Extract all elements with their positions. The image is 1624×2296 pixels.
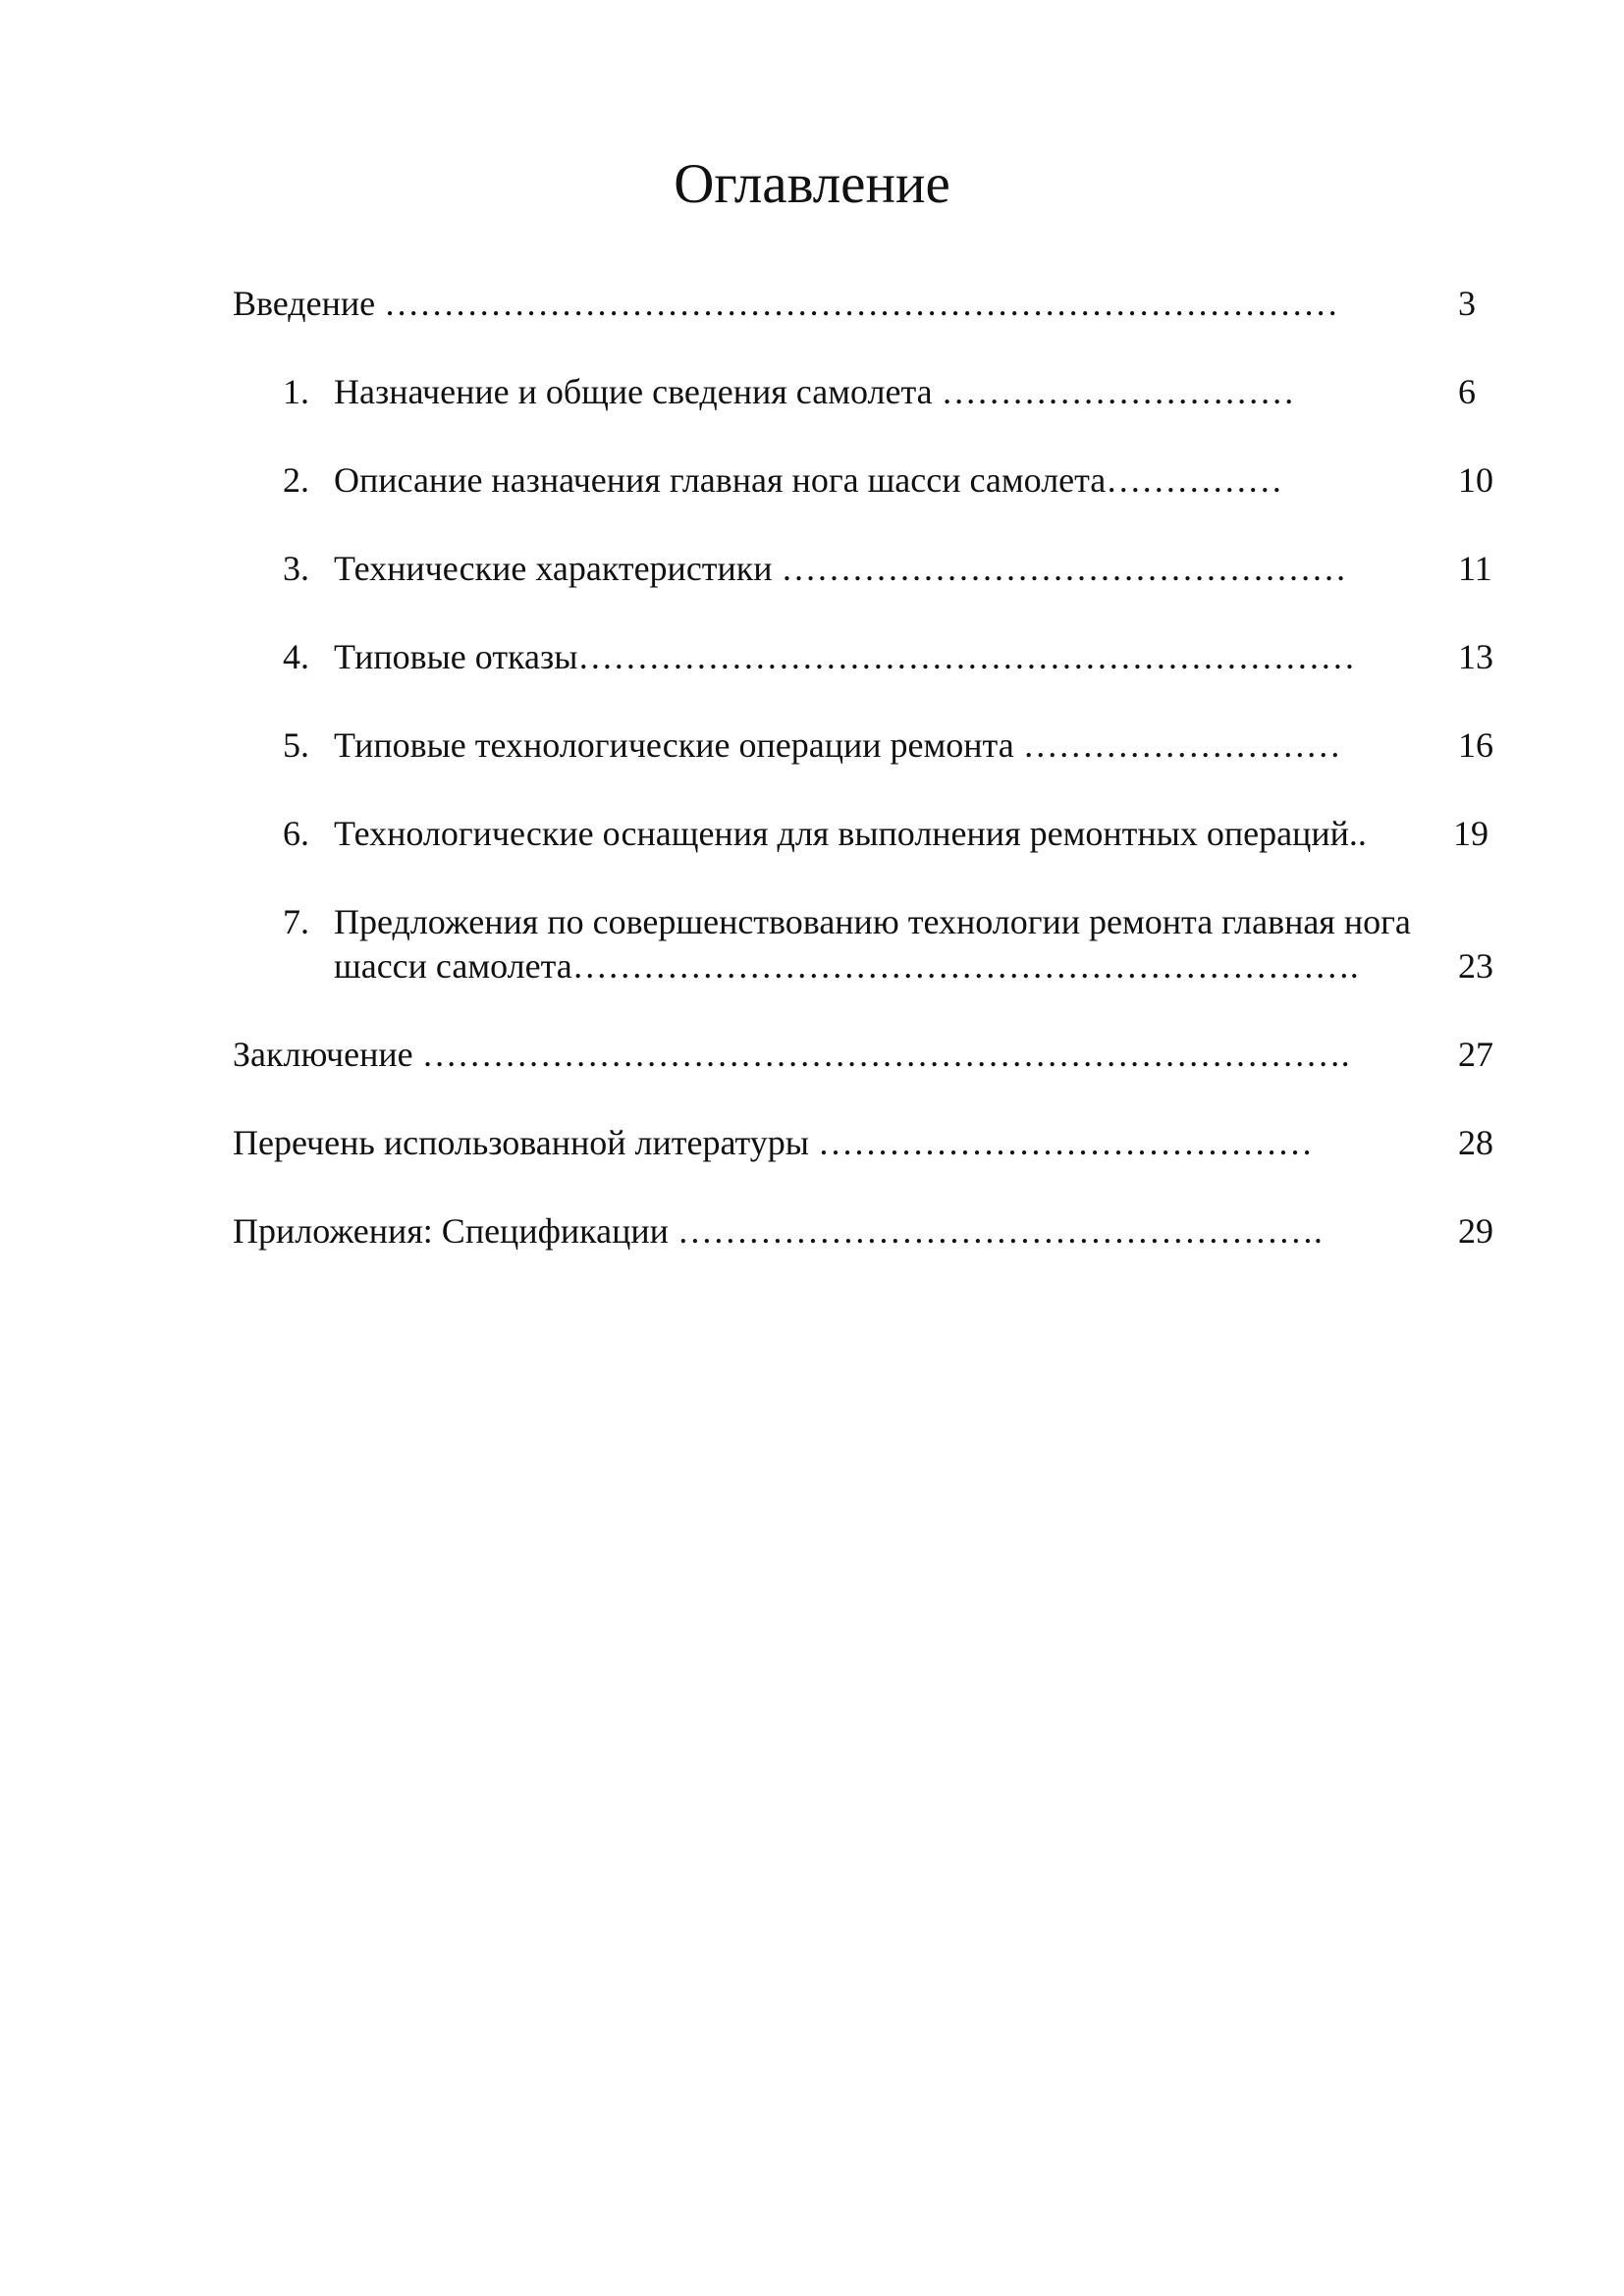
toc-entry-5 [283, 723, 1341, 768]
toc-page-number: 13 [1458, 637, 1493, 676]
toc-entry-appendix [233, 1209, 1323, 1254]
toc-entry-7 [283, 900, 1411, 944]
toc-page-number: 19 [1453, 814, 1489, 853]
toc-entry-text: Назначение и общие сведения самолета ………………………… [334, 372, 1295, 411]
toc-page-number: 16 [1458, 725, 1493, 765]
toc-entry-number: 1. [283, 372, 309, 411]
toc-entry-text: Перечень использованной литературы …………………………………… [233, 1123, 1313, 1162]
toc-entry-4 [283, 635, 1355, 679]
toc-page-number: 23 [1458, 946, 1493, 986]
toc-entry-text: Введение ……………………………………………………………………… [233, 284, 1339, 323]
toc-page-number: 11 [1458, 549, 1492, 588]
toc-entry-text: Типовые отказы………………………………………………………… [334, 637, 1356, 676]
toc-entry-2 [283, 458, 1282, 503]
toc-entry-bibliography [233, 1121, 1313, 1165]
toc-entry-introduction [233, 282, 1338, 326]
toc-entry-6 [283, 812, 1367, 856]
toc-entry-7-continuation [334, 944, 1359, 988]
toc-entry-1 [283, 370, 1295, 414]
toc-page-number: 10 [1458, 460, 1493, 500]
toc-entry-number: 3. [283, 549, 309, 588]
toc-page-number: 3 [1458, 284, 1476, 323]
toc-page-number: 27 [1458, 1035, 1493, 1074]
toc-entry-3 [283, 547, 1347, 591]
toc-entry-number: 6. [283, 814, 309, 853]
toc-entry-text: Предложения по совершенствованию технологии ремонта главная нога [334, 902, 1411, 941]
toc-entry-number: 7. [283, 902, 309, 941]
toc-page-number: 6 [1458, 372, 1476, 411]
toc-entry-text: Заключение ……………………………………………………………………. [233, 1035, 1350, 1074]
toc-entry-number: 2. [283, 460, 309, 500]
toc-entry-text: Технические характеристики ………………………………………… [334, 549, 1347, 588]
toc-entry-text: шасси самолета…………………………………………………………. [334, 946, 1359, 986]
toc-entry-number: 5. [283, 725, 309, 765]
toc-page-number: 28 [1458, 1123, 1493, 1162]
toc-page-number: 29 [1458, 1211, 1493, 1251]
toc-entry-number: 4. [283, 637, 309, 676]
toc-entry-text: Описание назначения главная нога шасси самолета…………… [334, 460, 1283, 500]
toc-entry-text: Технологические оснащения для выполнения ремонтных операций.. [334, 814, 1367, 853]
toc-entry-conclusion [233, 1033, 1350, 1077]
toc-entry-text: Типовые технологические операции ремонта ……………………… [334, 725, 1341, 765]
page-title: Оглавление [674, 153, 950, 215]
toc-entry-text: Приложения: Спецификации ………………………………………………. [233, 1211, 1323, 1251]
